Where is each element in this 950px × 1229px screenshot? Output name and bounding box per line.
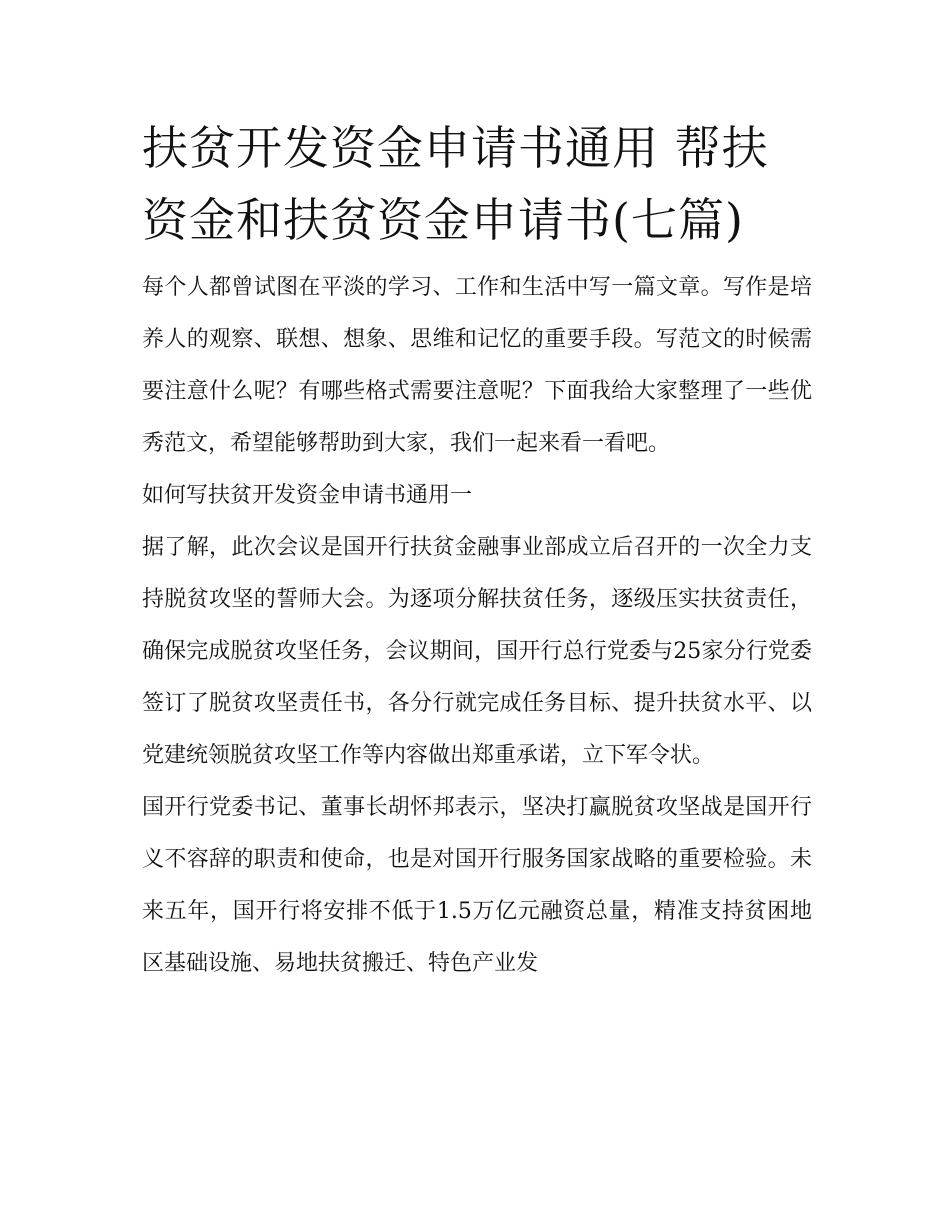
section-heading: 如何写扶贫开发资金申请书通用一 [142,483,473,508]
body-paragraph: 国开行党委书记、董事长胡怀邦表示，坚决打赢脱贫攻坚战是国开行义不容辞的职责和使命，也是对国开行服务国家战略的重要检验。未来五年，国开行将安排不低于1.5万亿元融资总量，精准支持贫困地区基础设施、易地扶贫搬迁、特色产业发 [142,795,812,976]
intro-paragraph: 每个人都曾试图在平淡的学习、工作和生活中写一篇文章。写作是培养人的观察、联想、想象、思维和记忆的重要手段。写范文的时候需要注意什么呢？有哪些格式需要注意呢？下面我给大家整理了一些优秀范文，希望能够帮助到大家，我们一起来看一看吧。 [142,275,812,456]
body-paragraph: 据了解，此次会议是国开行扶贫金融事业部成立后召开的一次全力支持脱贫攻坚的誓师大会。为逐项分解扶贫任务，逐级压实扶贫责任，确保完成脱贫攻坚任务，会议期间，国开行总行党委与25家分行党委签订了脱贫攻坚责任书，各分行就完成任务目标、提升扶贫水平、以党建统领脱贫攻坚工作等内容做出郑重承诺，立下军令状。 [142,535,812,768]
document-title: 扶贫开发资金申请书通用 帮扶资金和扶贫资金申请书(七篇) [142,121,769,247]
document-body [142,112,812,990]
